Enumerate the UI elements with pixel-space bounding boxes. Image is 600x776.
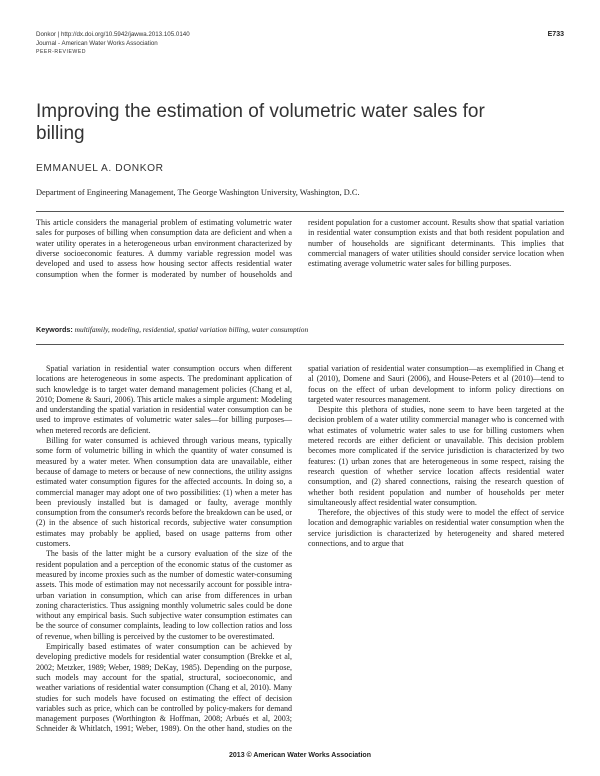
article-body — [36, 364, 564, 739]
body-paragraph: Despite this plethora of studies, none seem to have been targeted at the decision problem of a water utility commercial manager who is concerned with what estimates of volumetric water sales to use for billing customers when metered records are either deficient or unavailable. This decision problem becomes more complicated if the service jurisdiction is characterized by two features: (1) urban zones that are heterogeneous in some respect, raising the research question of whether service location affects residential water consumption, and (2) shared connections, raising the research question of whether both resident population and number of households per meter simultaneously affect residential water consumption. — [308, 405, 564, 507]
abstract: This article considers the managerial problem of estimating volumetric water sales for purposes of billing when consumption data are deficient and when a water utility operates in a heterogeneous urban environment characterized by diverse socioeconomic features. A dummy variable regression model was developed and used to assess how housing sector affects residential water consumption when the former is moderated by number of households and resident population for a customer account. Results show that spatial variation in residential water consumption exists and that both resident population and number of households are significant determinants. This implies that commercial managers of water utilities should consider service location when estimating average volumetric water sales for billing purposes. — [36, 218, 564, 279]
body-paragraph: Therefore, the objectives of this study were to model the effect of service location and demographic variables on residential water consumption when the service jurisdiction is characterized by heterogeneity and shared metered connections, and to argue that — [308, 508, 564, 549]
article-title: Improving the estimation of volumetric water sales for billing — [36, 101, 485, 144]
journal-name: Journal - American Water Works Association — [36, 39, 158, 47]
article-meta — [36, 31, 190, 57]
page-number: E733 — [547, 31, 564, 38]
abstract-bottom-rule — [36, 344, 564, 345]
author-name: EMMANUEL A. DONKOR — [36, 163, 164, 174]
author-affiliation: Department of Engineering Management, The George Washington University, Washington, D.C. — [36, 188, 360, 197]
copyright-footer: 2013 © American Water Works Association — [229, 752, 371, 759]
keywords — [36, 325, 308, 334]
abstract-top-rule — [36, 211, 564, 212]
body-paragraph: Billing for water consumed is achieved through various means, typically some form of volumetric billing in which the quantity of water consumed is measured by a water meter. When consumption data are unavailable, either because of damage to meters or because of new connections, the utility assigns estimated water consumption figures for the affected accounts. In doing so, a commercial manager may adopt one of two possibilities: (1) when a meter has been previously installed but is damaged or faulty, average monthly consumption from the consumer's records before the breakdown can be used, or (2) in the absence of such historical records, subjective water consumption estimates may probably be applied, based on usage patterns from other customers. — [36, 436, 292, 549]
doi-line: Donkor | http://dx.doi.org/10.5942/jawwa.2013.105.0140 — [36, 31, 190, 38]
keywords-list: multifamily, modeling, residential, spatial variation billing, water consumption — [74, 325, 309, 334]
body-paragraph: Empirically based estimates of water consumption can be achieved by developing predictive models for residential water consumption (Brekke et al, 2002; Metzker, 1989; Weber, 1989; DeKay, 1985). Depending on the purpose, such models may account for the spatial, structural, socioeconomic, and weather variations of residential water consumption (Chang et al, 2010). Many studies for such models have focused on estimating the effect of decision variables such as price, which can be controlled by policy-makers for demand management purposes (Worthington & Hoffman, 2008; Arbués et al, 2003; Schneider & Whitlatch, 1991; Weber, 1989). On the other hand, studies on the spatial variation of residential water consumption—as exemplified in Chang et al (2010), Domene and Sauri (2006), and House-Peters et al (2010)—tend to focus on the effect of urban development to inform policy directions on targeted water resources management. — [36, 364, 564, 734]
peer-reviewed-label: PEER-REVIEWED — [36, 49, 87, 56]
body-paragraph: The basis of the latter might be a cursory evaluation of the size of the resident population and a perception of the economic status of the customer as measured by income proxies such as the number of domestic water-consuming assets. This mode of estimation may not necessarily account for possible intra-urban variation in consumption, which can arise from differences in urban zoning characteristics. Thus assigning monthly volumetric sales could be done without any empirical basis. Such subjective water consumption estimates can be the source of consumer complaints, leading to low collection ratios and loss of revenue, when billing is perceived by the customer to be overestimated. — [36, 549, 292, 641]
body-paragraph: Spatial variation in residential water consumption occurs when different locations are heterogeneous in some aspects. The predominant application of such knowledge is to target water demand management policies (Chang et al, 2010; Domene & Sauri, 2006). This article makes a simple argument: Modeling and understanding the spatial variation in residential water consumption can be used to improve estimates of volumetric water sales—for billing purposes—when metered records are deficient. — [36, 364, 292, 435]
keywords-label: Keywords: — [36, 325, 73, 334]
